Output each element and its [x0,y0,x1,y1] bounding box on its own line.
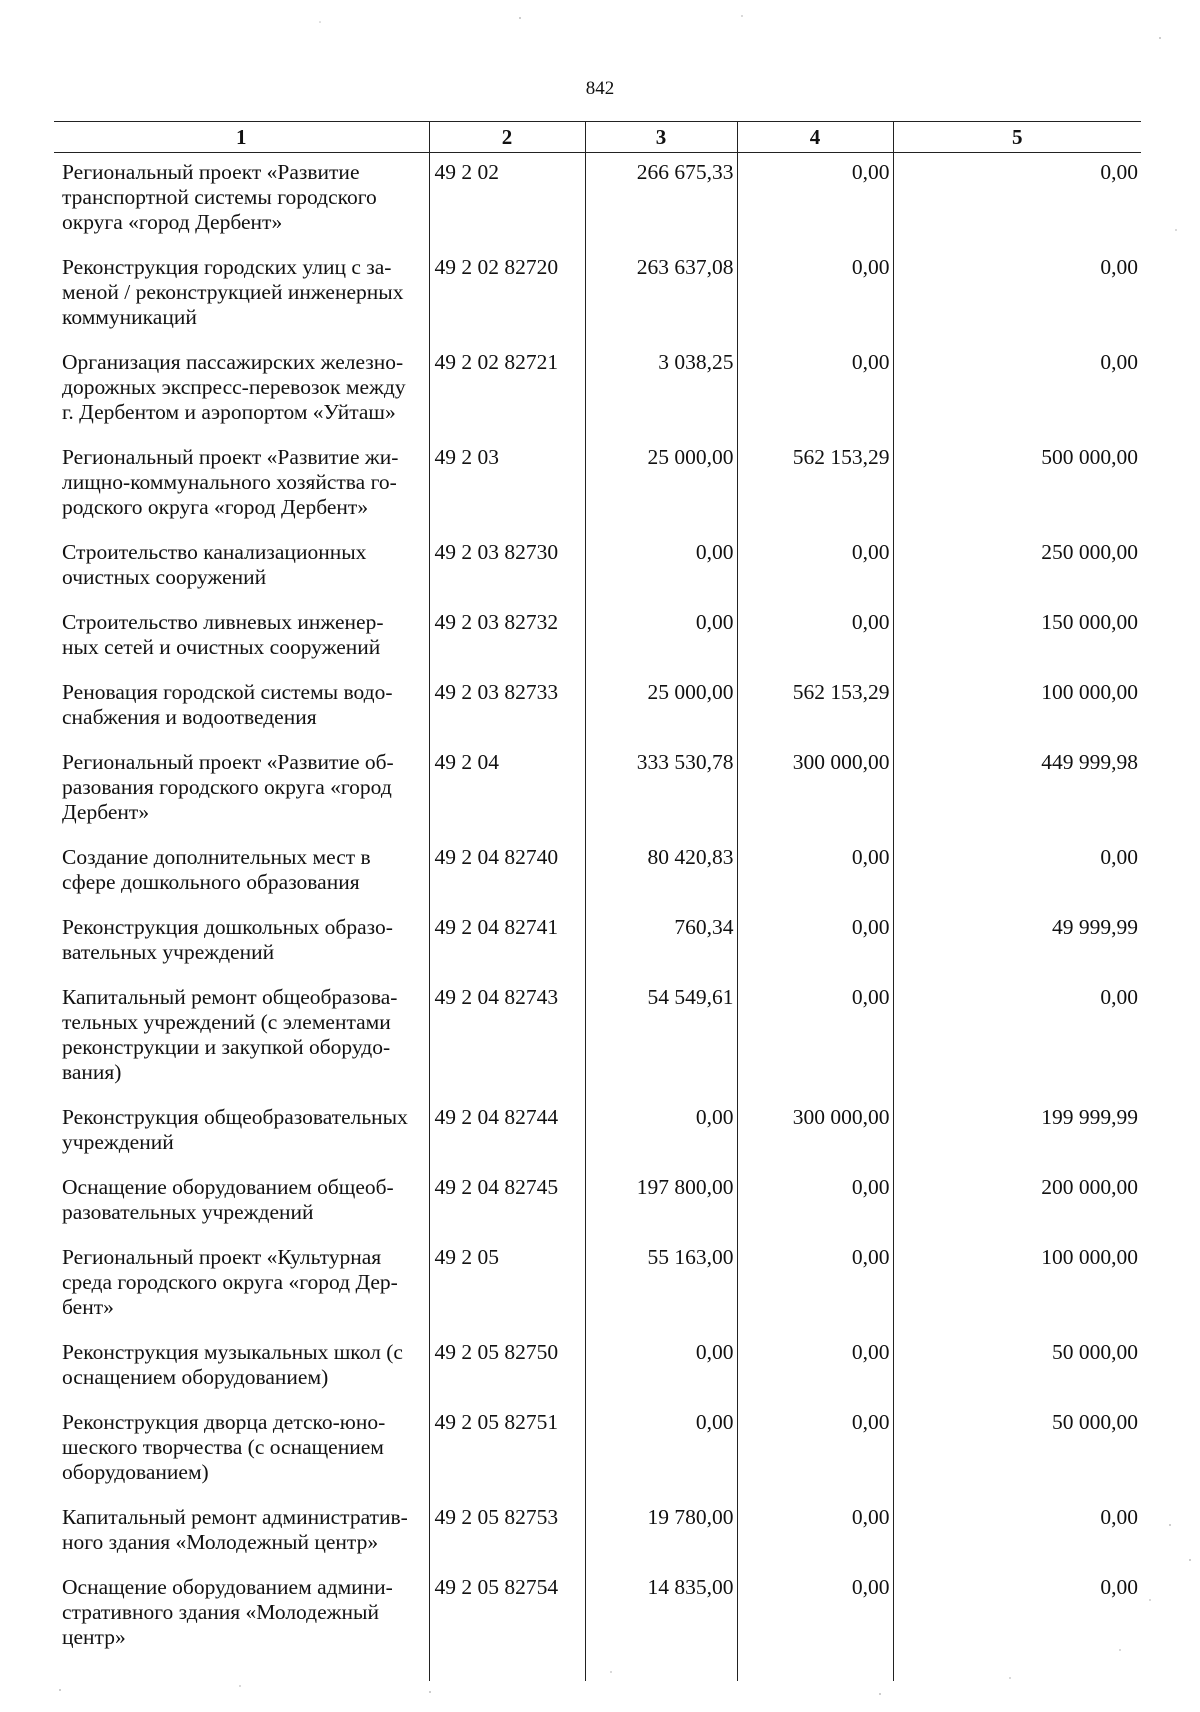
table-row [54,838,1141,908]
value-col4: 0,00 [737,1403,893,1498]
value-col3: 80 420,83 [585,838,737,908]
item-code: 49 2 03 82730 [429,533,585,603]
value-col5: 0,00 [893,248,1141,343]
table-row [54,978,1141,1098]
item-name: Строительство канализационных очистных сооружений [62,540,367,589]
item-code: 49 2 02 82720 [429,248,585,343]
value-col3: 14 835,00 [585,1568,737,1663]
table-row [54,673,1141,743]
item-code: 49 2 04 82743 [429,978,585,1098]
item-code: 49 2 05 82753 [429,1498,585,1568]
value-col3: 760,34 [585,908,737,978]
item-name: Реконструкция дворца детско-юно- шеского творчества (с оснащением оборудованием) [62,1410,386,1484]
value-col4: 0,00 [737,908,893,978]
value-col3: 25 000,00 [585,438,737,533]
item-name: Реконструкция общеобразовательных учреждений [62,1105,408,1154]
value-col4: 0,00 [737,248,893,343]
item-name: Реконструкция дошкольных образо- вательных учреждений [62,915,393,964]
value-col5: 0,00 [893,838,1141,908]
item-name: Реконструкция городских улиц с за- меной / реконструкцией инженерных коммуникаций [62,255,404,329]
table-tail-cell [429,1663,585,1681]
value-col5: 0,00 [893,978,1141,1098]
value-col5: 0,00 [893,1498,1141,1568]
item-code: 49 2 03 [429,438,585,533]
value-col3: 0,00 [585,533,737,603]
value-col4: 0,00 [737,978,893,1098]
item-code: 49 2 04 82745 [429,1168,585,1238]
item-code: 49 2 02 82721 [429,343,585,438]
value-col3: 333 530,78 [585,743,737,838]
value-col5: 0,00 [893,153,1141,249]
value-col4: 0,00 [737,1333,893,1403]
table-row [54,1098,1141,1168]
table-row [54,343,1141,438]
value-col4: 0,00 [737,1498,893,1568]
value-col3: 0,00 [585,1098,737,1168]
item-name: Капитальный ремонт административ- ного здания «Молодежный центр» [62,1505,408,1554]
value-col4: 562 153,29 [737,673,893,743]
value-col4: 0,00 [737,343,893,438]
item-name: Региональный проект «Развитие жи- лищно-коммунального хозяйства го- родского округа «город Дербент» [62,445,399,519]
value-col5: 50 000,00 [893,1333,1141,1403]
page-number: 842 [585,78,615,99]
table-tail-cell [893,1663,1141,1681]
value-col3: 197 800,00 [585,1168,737,1238]
table-row [54,1568,1141,1663]
value-col3: 266 675,33 [585,153,737,249]
value-col5: 500 000,00 [893,438,1141,533]
column-header: 4 [737,122,893,153]
value-col5: 0,00 [893,1568,1141,1663]
item-code: 49 2 05 [429,1238,585,1333]
value-col3: 3 038,25 [585,343,737,438]
table-row [54,153,1141,249]
value-col3: 54 549,61 [585,978,737,1098]
value-col5: 199 999,99 [893,1098,1141,1168]
item-name: Оснащение оборудованием админи- стративного здания «Молодежный центр» [62,1575,393,1649]
value-col3: 0,00 [585,1333,737,1403]
item-code: 49 2 05 82750 [429,1333,585,1403]
value-col4: 0,00 [737,153,893,249]
table-header-row [54,122,1141,153]
value-col5: 100 000,00 [893,673,1141,743]
value-col5: 150 000,00 [893,603,1141,673]
table-row [54,438,1141,533]
item-code: 49 2 03 82732 [429,603,585,673]
item-name: Реконструкция музыкальных школ (с оснащением оборудованием) [62,1340,403,1389]
column-header: 5 [893,122,1141,153]
table-tail [54,1663,1141,1681]
table-row [54,533,1141,603]
value-col3: 263 637,08 [585,248,737,343]
item-code: 49 2 03 82733 [429,673,585,743]
value-col4: 0,00 [737,603,893,673]
value-col5: 200 000,00 [893,1168,1141,1238]
value-col5: 250 000,00 [893,533,1141,603]
value-col4: 300 000,00 [737,1098,893,1168]
budget-table [54,121,1141,1681]
value-col4: 300 000,00 [737,743,893,838]
table-row [54,1333,1141,1403]
value-col5: 50 000,00 [893,1403,1141,1498]
value-col4: 562 153,29 [737,438,893,533]
item-name: Региональный проект «Развитие транспортной системы городского округа «город Дербент» [62,160,377,234]
value-col3: 0,00 [585,603,737,673]
item-name: Капитальный ремонт общеобразова- тельных учреждений (с элементами реконструкции и закупкой оборудо- вания) [62,985,398,1084]
value-col4: 0,00 [737,1568,893,1663]
item-code: 49 2 02 [429,153,585,249]
item-name: Строительство ливневых инженер- ных сетей и очистных сооружений [62,610,384,659]
table-row [54,908,1141,978]
item-code: 49 2 05 82751 [429,1403,585,1498]
table-tail-cell [737,1663,893,1681]
column-header: 2 [429,122,585,153]
item-name: Региональный проект «Развитие об- разования городского округа «город Дербент» [62,750,394,824]
value-col3: 0,00 [585,1403,737,1498]
table-row [54,1498,1141,1568]
table-row [54,248,1141,343]
table-row [54,1238,1141,1333]
column-header: 3 [585,122,737,153]
item-code: 49 2 04 82744 [429,1098,585,1168]
value-col5: 449 999,98 [893,743,1141,838]
value-col5: 100 000,00 [893,1238,1141,1333]
item-code: 49 2 04 [429,743,585,838]
item-name: Региональный проект «Культурная среда городского округа «город Дер- бент» [62,1245,398,1319]
value-col3: 19 780,00 [585,1498,737,1568]
table-row [54,1168,1141,1238]
item-code: 49 2 04 82740 [429,838,585,908]
value-col4: 0,00 [737,533,893,603]
item-name: Реновация городской системы водо- снабжения и водоотведения [62,680,393,729]
table-tail-cell [585,1663,737,1681]
column-header: 1 [54,122,429,153]
value-col5: 49 999,99 [893,908,1141,978]
value-col4: 0,00 [737,838,893,908]
item-code: 49 2 05 82754 [429,1568,585,1663]
value-col3: 25 000,00 [585,673,737,743]
table-tail-cell [54,1663,429,1681]
item-name: Организация пассажирских железно- дорожных экспресс-перевозок между г. Дербентом и аэропортом «Уйташ» [62,350,406,424]
value-col5: 0,00 [893,343,1141,438]
item-name: Создание дополнительных мест в сфере дошкольного образования [62,845,371,894]
item-name: Оснащение оборудованием общеоб- разовательных учреждений [62,1175,394,1224]
table-row [54,603,1141,673]
table-row [54,743,1141,838]
value-col3: 55 163,00 [585,1238,737,1333]
item-code: 49 2 04 82741 [429,908,585,978]
value-col4: 0,00 [737,1168,893,1238]
table-row [54,1403,1141,1498]
value-col4: 0,00 [737,1238,893,1333]
